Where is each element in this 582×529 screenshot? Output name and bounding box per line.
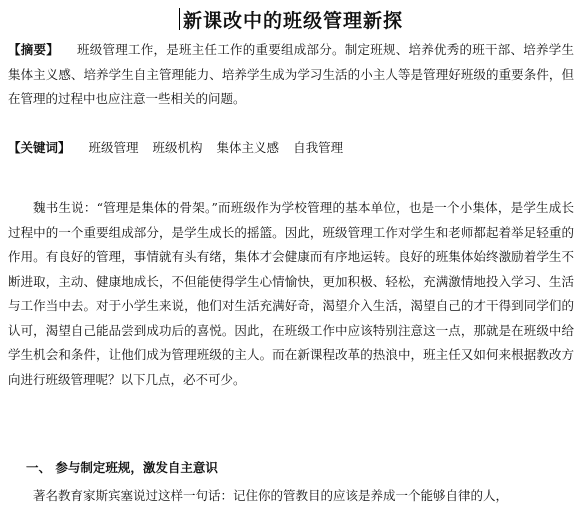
title-container bbox=[0, 6, 582, 33]
keyword-item: 班级机构 bbox=[152, 140, 203, 155]
document-title-text: 新课改中的班级管理新探 bbox=[182, 10, 403, 32]
keyword-item: 集体主义感 bbox=[216, 140, 280, 155]
keywords-paragraph bbox=[8, 136, 574, 161]
document-title bbox=[179, 6, 403, 33]
keyword-item: 班级管理 bbox=[88, 140, 139, 155]
keyword-item: 自我管理 bbox=[293, 140, 344, 155]
body-paragraph-1: 魏书生说：“管理是集体的骨架。”而班级作为学校管理的基本单位，也是一个小集体，是学生成长过程中的一个重要组成部分，是学生成长的摇篮。因此，班级管理工作对学生和老师都起着举足轻重的作用。有良好的管理，事情就有头有绪，集体才会健康而有序地运转。良好的班集体始终激励着学生不断进取，主动、健康地成长，不但能使得学生心情愉快，更加积极、轻松，充满激情地投入学习、生活与工作当中去。对于小学生来说，他们对生活充满好奇，渴望介入生活，渴望自己的才干得到同学们的认可，渴望自己能品尝到成功后的喜悦。因此，在班级工作中应该特别注意这一点，那就是在班级中给学生机会和条件，让他们成为管理班级的主人。而在新课程改革的热浪中，班主任又如何来根据教改方向进行班级管理呢？以下几点，必不可少。 bbox=[8, 200, 574, 387]
keywords-label: 【关键词】 bbox=[8, 140, 71, 155]
section-heading-1: 一、 参与制定班规，激发自主意识 bbox=[26, 460, 218, 475]
abstract-label: 【摘要】 bbox=[8, 42, 59, 57]
body-paragraph-2: 著名教育家斯宾塞说过这样一句话：记住你的管教目的应该是养成一个能够自律的人， bbox=[33, 488, 509, 503]
abstract-text: 班级管理工作，是班主任工作的重要组成部分。制定班规、培养优秀的班干部、培养学生集体主义感、培养学生自主管理能力、培养学生成为学习生活的小主人等是管理好班级的重要条件，但在管理的过程中也应注意一些相关的问题。 bbox=[8, 42, 574, 106]
text-cursor bbox=[179, 8, 180, 30]
abstract-paragraph bbox=[8, 38, 574, 112]
